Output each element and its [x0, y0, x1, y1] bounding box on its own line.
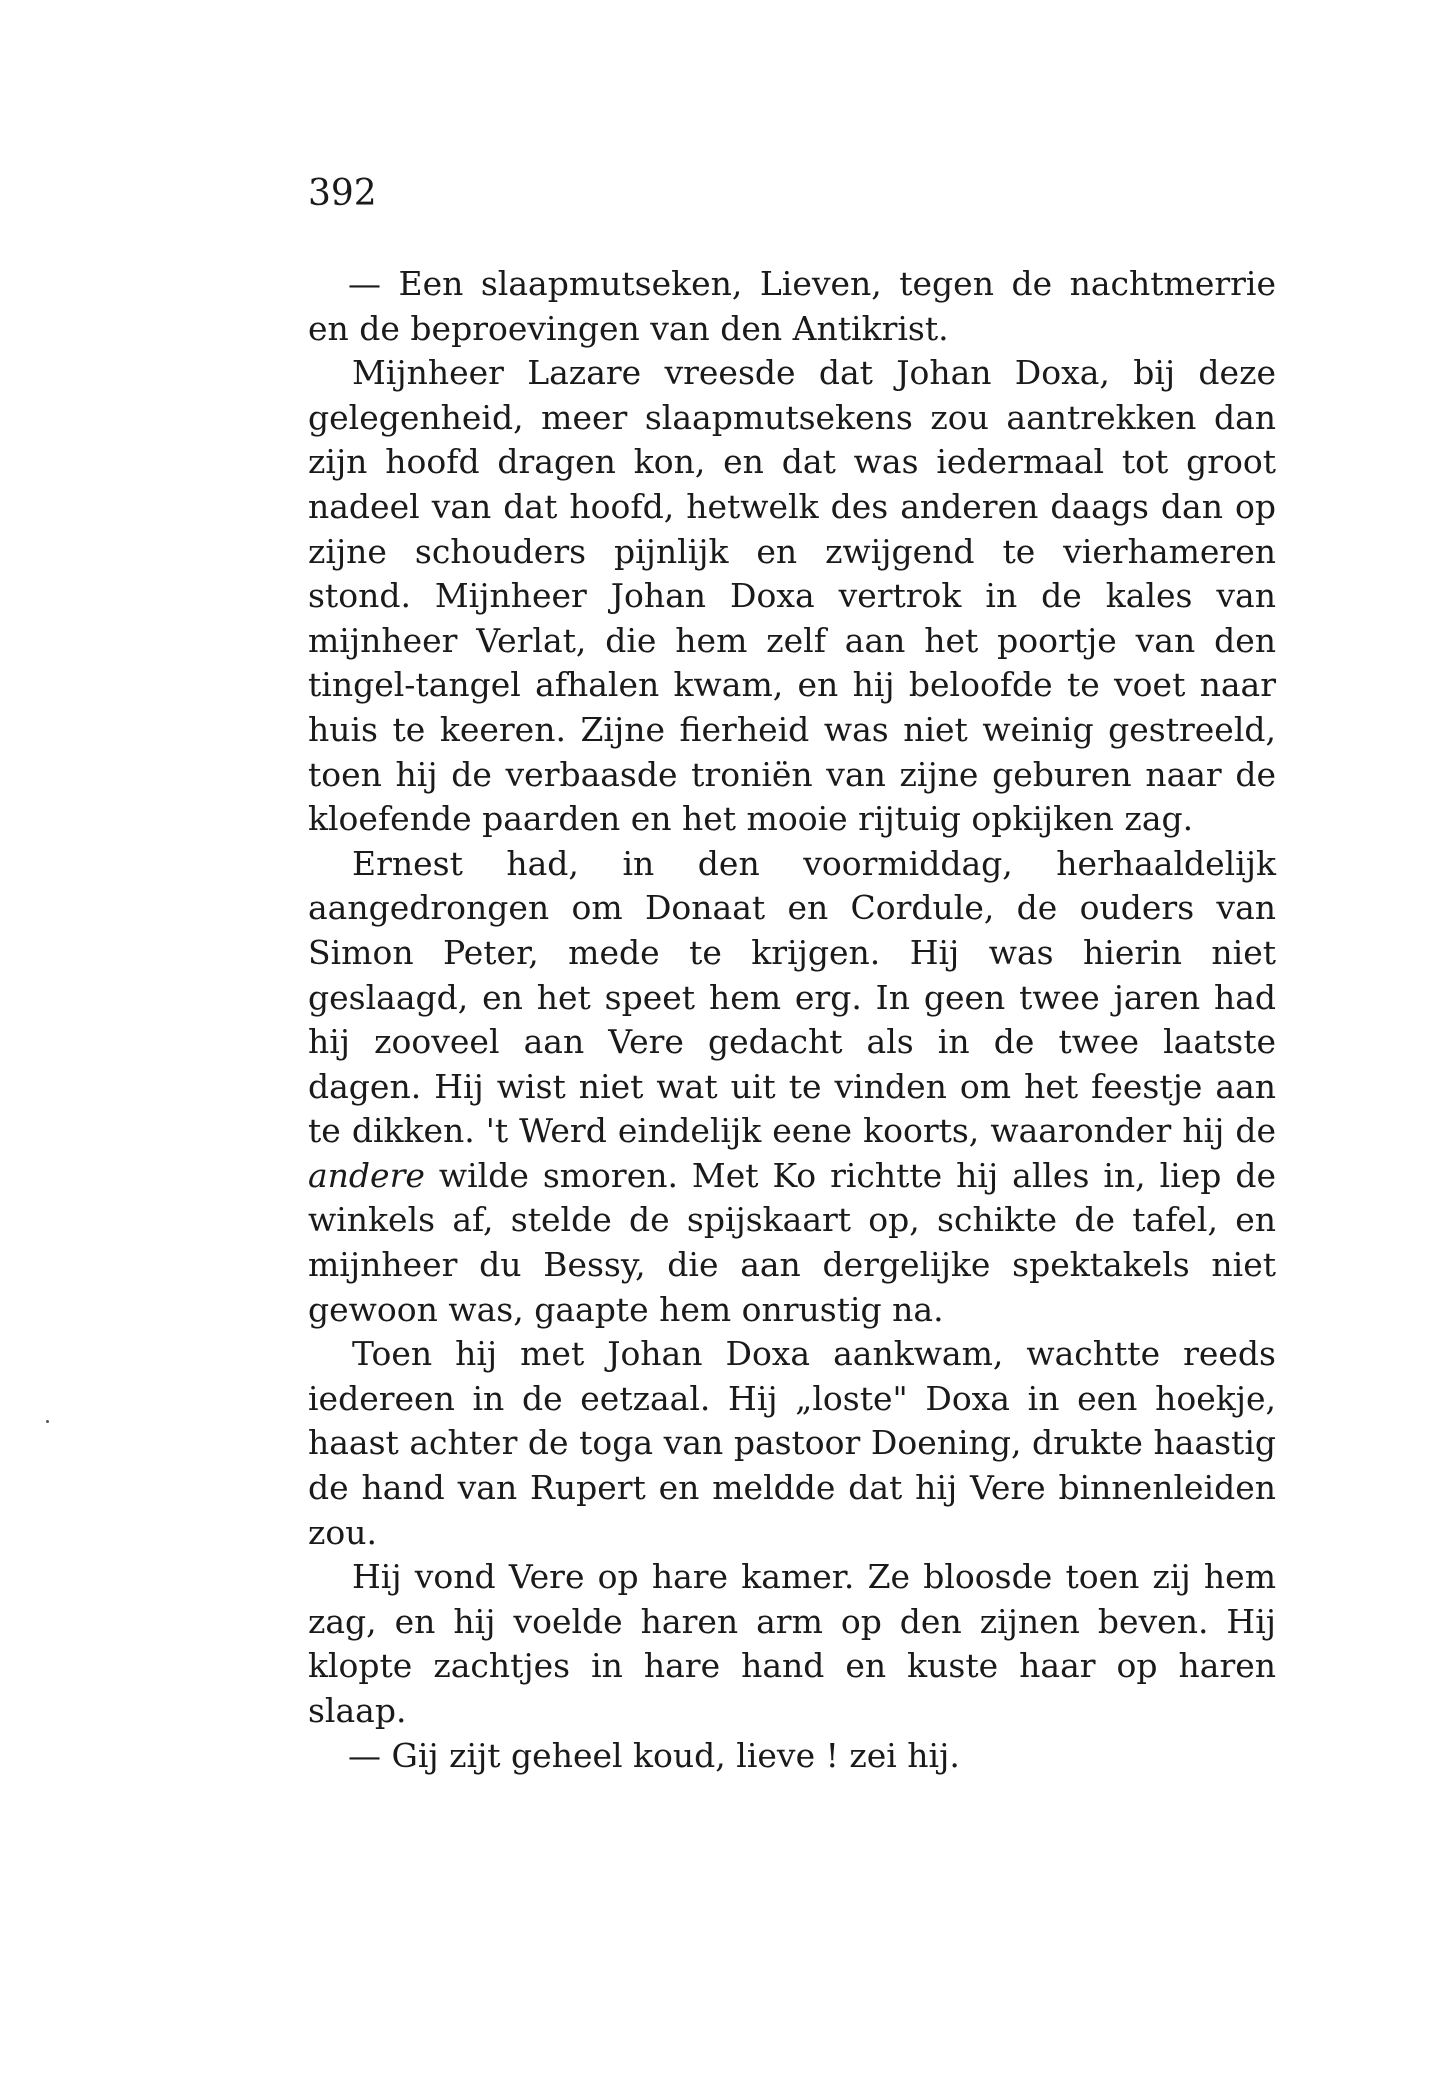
paragraph-3: [308, 842, 1276, 1333]
paragraph-3-before: Ernest had, in den voormiddag, herhaaldelijk aangedrongen om Donaat en Cordule, de ouders van Simon Peter, mede te krijgen. Hij was hierin niet geslaagd, en het speet hem erg. In geen twee jaren had hij zooveel aan Vere gedacht als in de twee laatste dagen. Hij wist niet wat uit te vinden om het feestje aan te dikken. 't Werd eindelijk eene koorts, waaronder hij de: [308, 843, 1276, 1151]
scan-speck: [46, 1420, 49, 1423]
paragraph-2: Mijnheer Lazare vreesde dat Johan Doxa, bij deze gelegenheid, meer slaapmutsekens zou aantrekken dan zijn hoofd dragen kon, en dat was iedermaal tot groot nadeel van dat hoofd, hetwelk des anderen daags dan op zijne schouders pijnlijk en zwijgend te vierhameren stond. Mijnheer Johan Doxa vertrok in de kales van mijnheer Verlat, die hem zelf aan het poortje van den tingel-tangel afhalen kwam, en hij beloofde te voet naar huis te keeren. Zijne fierheid was niet weinig gestreeld, toen hij de verbaasde troniën van zijne geburen naar de kloefende paarden en het mooie rijtuig opkijken zag.: [308, 353, 1276, 839]
page-number: 392: [308, 173, 377, 214]
paragraph-5: Hij vond Vere op hare kamer. Ze bloosde toen zij hem zag, en hij voelde haren arm op den zijnen beven. Hij klopte zachtjes in hare hand en kuste haar op haren slaap.: [308, 1557, 1276, 1730]
paragraph-4: Toen hij met Johan Doxa aankwam, wachtte reeds iedereen in de eetzaal. Hij „loste" Doxa in een hoekje, haast achter de toga van pastoor Doening, drukte haastig de hand van Rupert en meldde dat hij Vere binnenleiden zou.: [308, 1334, 1276, 1552]
emphasized-word: andere: [308, 1155, 425, 1195]
paragraph-3-after: wilde smoren. Met Ko richtte hij alles in, liep de winkels af, stelde de spijskaart op, schikte de tafel, en mijnheer du Bessy, die aan dergelijke spektakels niet gewoon was, gaapte hem onrustig na.: [308, 1155, 1276, 1329]
paragraph-6: — Gij zijt geheel koud, lieve ! zei hij.: [348, 1735, 960, 1775]
body-text: [308, 262, 1276, 1778]
paragraph-1: — Een slaapmutseken, Lieven, tegen de nachtmerrie en de beproevingen van den Antikrist.: [308, 264, 1276, 348]
